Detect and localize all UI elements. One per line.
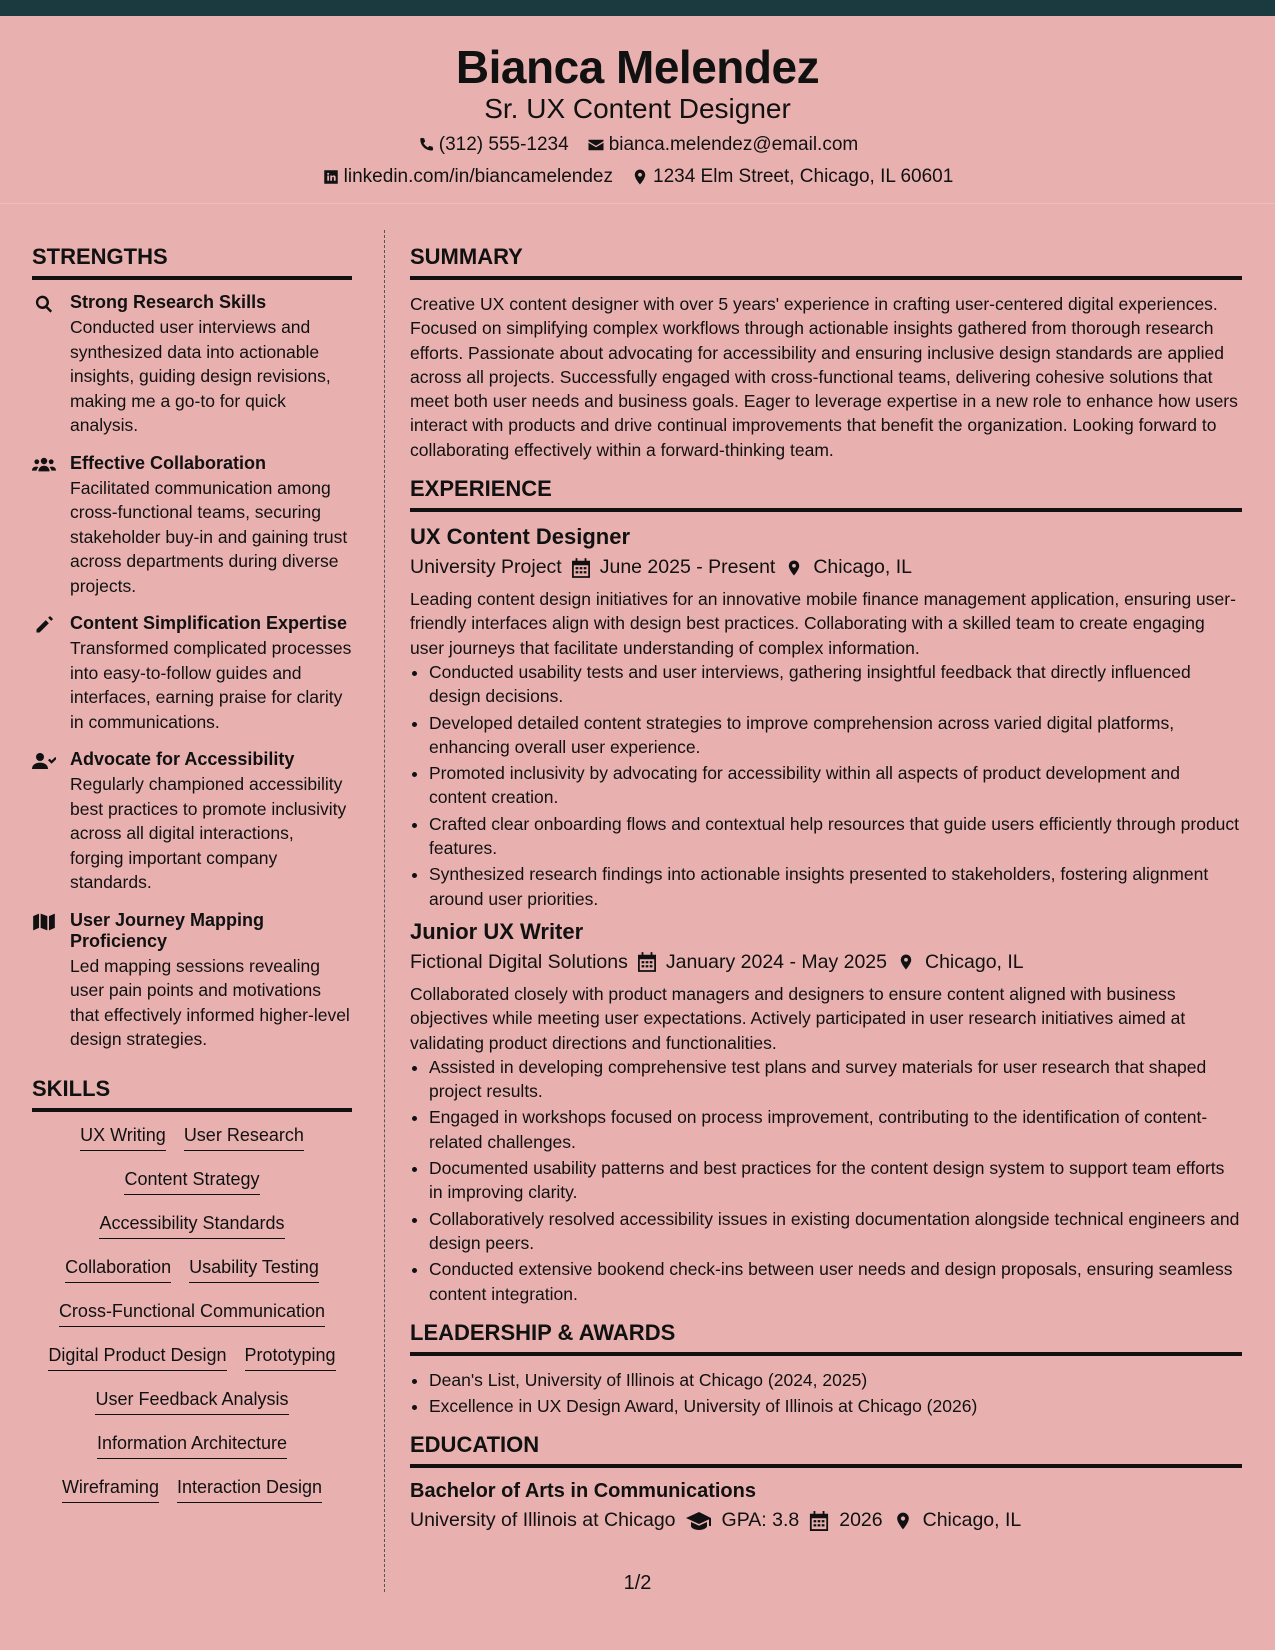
strength-description: Regularly championed accessibility best practices to promote inclusivity across all digital interactions, forging important company standards. <box>70 774 347 892</box>
candidate-name: Bianca Melendez <box>455 41 820 93</box>
strength-item <box>32 749 352 895</box>
awards-heading: LEADERSHIP & AWARDS <box>410 1320 1242 1356</box>
map-icon <box>32 912 56 932</box>
address-text: 1234 Elm Street, Chicago, IL 60601 <box>653 166 954 187</box>
list-item: • Collaboratively resolved accessibility issues in existing documentation alongside technical engineers and design peers. <box>429 1207 1242 1256</box>
job-entry <box>410 919 1242 1306</box>
right-column <box>410 244 1242 1532</box>
job-location: Chicago, IL <box>813 556 912 579</box>
calendar-icon <box>638 952 656 972</box>
strength-title: Advocate for Accessibility <box>70 749 295 769</box>
linkedin-text: linkedin.com/in/biancamelendez <box>343 166 613 187</box>
list-item: • Promoted inclusivity by advocating for accessibility within all aspects of product development and content creation. <box>429 761 1242 810</box>
linkedin-contact <box>322 166 613 188</box>
linkedin-icon <box>322 168 340 186</box>
education-meta <box>410 1509 1242 1532</box>
job-description: Collaborated closely with product managers and designers to ensure content aligned with business objectives while meeting user expectations. Actively participated in user research initiatives aimed at validating product directions and functionalities. <box>410 983 1186 1053</box>
list-item: • Crafted clear onboarding flows and contextual help resources that guide users efficiently through product features. <box>429 812 1242 861</box>
experience-heading: EXPERIENCE <box>410 476 1242 512</box>
page-number: 1/2 <box>623 1572 652 1594</box>
email-contact <box>587 134 859 156</box>
users-icon <box>32 455 56 475</box>
location-pin-icon <box>785 558 803 578</box>
strength-title: Content Simplification Expertise <box>70 613 348 633</box>
list-item: • Assisted in developing comprehensive test plans and survey materials for user research that shaped project results. <box>429 1055 1242 1104</box>
candidate-title: Sr. UX Content Designer <box>484 93 791 124</box>
column-divider <box>384 230 385 1592</box>
skill-tag: Digital Product Design <box>48 1344 226 1371</box>
graduation-cap-icon <box>686 1511 712 1531</box>
education-degree: Bachelor of Arts in Communications <box>410 1480 756 1503</box>
email-text: bianca.melendez@email.com <box>608 134 859 155</box>
education-school: University of Illinois at Chicago <box>410 1509 676 1532</box>
skills-section <box>32 1076 352 1503</box>
top-accent-bar <box>0 0 1275 16</box>
strength-title: Effective Collaboration <box>70 452 267 473</box>
contact-row-2 <box>0 166 1275 188</box>
list-item: • Excellence in UX Design Award, University of Illinois at Chicago (2026) <box>429 1394 1242 1418</box>
strengths-section <box>32 244 352 1052</box>
strength-title: User Journey Mapping Proficiency <box>70 909 265 951</box>
education-gpa: GPA: 3.8 <box>721 1509 800 1532</box>
job-company: Fictional Digital Solutions <box>410 950 628 973</box>
job-dates: June 2025 - Present <box>599 556 776 579</box>
list-item: • Conducted usability tests and user interviews, gathering insightful feedback that directly influenced design decisions. <box>429 660 1242 709</box>
envelope-icon <box>587 136 605 154</box>
strength-item <box>32 292 352 438</box>
job-dates: January 2024 - May 2025 <box>665 950 887 973</box>
skills-list <box>32 1124 352 1503</box>
list-item: • Dean's List, University of Illinois at Chicago (2024, 2025) <box>429 1368 1242 1392</box>
left-column <box>32 244 352 1520</box>
skill-tag: Prototyping <box>245 1344 336 1371</box>
skill-tag: Wireframing <box>62 1476 159 1503</box>
skill-tag: Interaction Design <box>177 1476 322 1503</box>
skill-tag: Accessibility Standards <box>99 1212 284 1239</box>
awards-section <box>410 1320 1242 1419</box>
strengths-heading: STRENGTHS <box>32 244 352 280</box>
summary-section <box>410 244 1242 462</box>
awards-list <box>429 1368 1242 1419</box>
skill-tag: UX Writing <box>80 1124 166 1151</box>
phone-icon <box>417 136 435 154</box>
job-bullets <box>429 1055 1242 1306</box>
skill-tag: Collaboration <box>65 1256 171 1283</box>
location-pin-icon <box>893 1511 913 1531</box>
job-title: Junior UX Writer <box>410 918 584 944</box>
strength-description: Led mapping sessions revealing user pain points and motivations that effectively informed higher-level design strategies. <box>70 955 350 1049</box>
user-check-icon <box>32 751 56 771</box>
job-meta <box>410 556 1242 579</box>
skill-tag: Usability Testing <box>189 1256 319 1283</box>
resume-header <box>0 16 1275 204</box>
education-heading: EDUCATION <box>410 1432 1242 1468</box>
job-title: UX Content Designer <box>410 524 631 550</box>
address-contact <box>631 166 953 188</box>
job-company: University Project <box>410 556 562 579</box>
strength-item <box>32 613 352 734</box>
list-item: • Synthesized research findings into actionable insights presented to stakeholders, fostering alignment around user priorities. <box>429 862 1242 911</box>
job-description: Leading content design initiatives for an innovative mobile finance management application, ensuring user-friendly interfaces align with design best practices. Collaborating with a skilled team to create engaging user journeys that facilitate understanding of complex information. <box>410 589 1236 658</box>
strength-description: Facilitated communication among cross-functional teams, securing stakeholder buy-in and gaining trust across departments during diverse projects. <box>70 477 348 596</box>
calendar-icon <box>809 1511 829 1531</box>
strength-description: Transformed complicated processes into easy-to-follow guides and interfaces, earning praise for clarity in communications. <box>70 638 352 732</box>
education-year: 2026 <box>839 1509 883 1532</box>
skill-tag: Information Architecture <box>97 1432 287 1459</box>
strength-item <box>32 453 352 599</box>
strength-description: Conducted user interviews and synthesized data into actionable insights, guiding design revisions, making me a go-to for quick analysis. <box>70 317 331 435</box>
location-pin-icon <box>631 168 649 186</box>
strength-item <box>32 910 352 1052</box>
skill-tag: User Feedback Analysis <box>95 1388 288 1415</box>
summary-text: Creative UX content designer with over 5 years' experience in crafting user-centered digital experiences. Focused on simplifying complex workflows through actionable insights gathered from thorough research efforts. Passionate about advocating for accessibility and ensuring inclusive design standards are applied across all projects. Successfully engaged with cross-functional teams, delivering cohesive solutions that meet both user needs and business goals. Eager to leverage expertise in a new role to enhance how users interact with products and drive continual improvements that benefit the organization. Looking forward to collaborating effectively within a forward-thinking team. <box>410 294 1238 460</box>
experience-section <box>410 476 1242 1306</box>
search-icon <box>32 294 56 314</box>
list-item: • Engaged in workshops focused on process improvement, contributing to the identification of content-related challenges. <box>429 1105 1242 1154</box>
skills-heading: SKILLS <box>32 1076 352 1112</box>
education-location: Chicago, IL <box>922 1509 1022 1532</box>
summary-heading: SUMMARY <box>410 244 1242 280</box>
skill-tag: Cross-Functional Communication <box>59 1300 325 1327</box>
contact-row <box>0 134 1275 156</box>
skill-tag: Content Strategy <box>124 1168 259 1195</box>
phone-text: (312) 555-1234 <box>438 134 569 155</box>
list-item: • Developed detailed content strategies to improve comprehension across varied digital platforms, enhancing overall user experience. <box>429 711 1242 760</box>
job-location: Chicago, IL <box>925 950 1024 973</box>
phone-contact <box>417 134 569 156</box>
list-item: • Documented usability patterns and best practices for the content design system to support team efforts in improving clarity. <box>429 1156 1242 1205</box>
strength-title: Strong Research Skills <box>70 292 267 312</box>
education-section <box>410 1432 1242 1532</box>
calendar-icon <box>572 558 590 578</box>
pencil-icon <box>32 615 56 635</box>
job-entry <box>410 524 1242 911</box>
job-meta <box>410 951 1242 974</box>
location-pin-icon <box>897 952 915 972</box>
skill-tag: User Research <box>184 1124 304 1151</box>
list-item: • Conducted extensive bookend check-ins between user needs and design proposals, ensuring seamless content integration. <box>429 1257 1242 1306</box>
job-bullets <box>429 660 1242 911</box>
